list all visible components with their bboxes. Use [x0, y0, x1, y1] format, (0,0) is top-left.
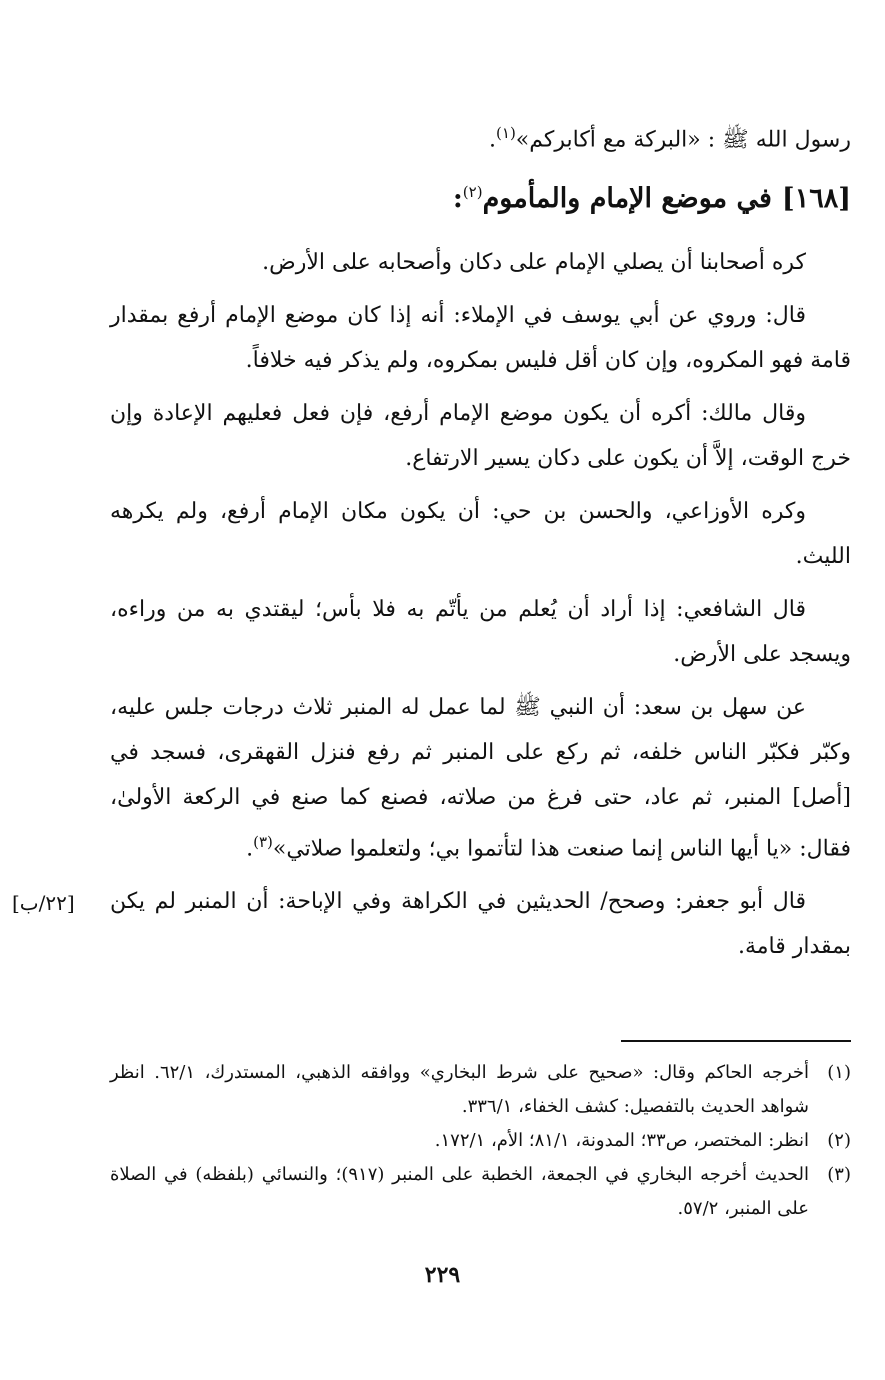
section-heading: [110, 168, 851, 223]
paragraph: [110, 489, 851, 579]
paragraph-text: قال أبو جعفر: وصحح/ الحديثين في الكراهة وفي الإباحة: أن المنبر لم يكن بمقدار قامة.: [110, 889, 851, 960]
section-number: [١٦٨]: [781, 183, 851, 214]
intro-end: .: [489, 127, 497, 153]
paragraph: [110, 240, 851, 285]
footnote-text: أخرجه الحاكم وقال: «صحيح على شرط البخاري» ووافقه الذهبي، المستدرك، ٦٢/١. انظر شواهد الحديث بالتفصيل: كشف الخفاء، ٣٣٦/١.: [110, 1062, 809, 1117]
paragraph-end: .: [246, 836, 254, 862]
paragraph-text: عن سهل بن سعد: أن النبي ﷺ لما عمل له المنبر ثلاث درجات جلس عليه، وكبّر فكبّر الناس خلفه، ثم ركع على المنبر ثم رفع فنزل القهقرى، فسجد في [أصل] المنبر، ثم عاد، حتى فرغ من صلاته، فصنع كما صنع في الركعة الأولىٰ، فقال: «يا أيها الناس إنما صنعت هذا لتأتموا بي؛ ولتعلموا صلاتي»: [110, 695, 851, 862]
intro-line: [110, 115, 851, 158]
paragraph-text: وقال مالك: أكره أن يكون موضع الإمام أرفع، فإن فعل فعليهم الإعادة وإن خرج الوقت، إلاَّ أن يكون على دكان يسير الارتفاع.: [110, 401, 851, 471]
paragraph: [110, 391, 851, 481]
footnotes: [110, 1056, 851, 1226]
footnote-text: انظر: المختصر، ص٣٣؛ المدونة، ٨١/١؛ الأم، ١٧٢/١.: [434, 1130, 809, 1151]
paragraph-text: قال: وروي عن أبي يوسف في الإملاء: أنه إذا كان موضع الإمام أرفع بمقدار قامة فهو المكروه، وإن كان أقل فليس بمكروه، ولم يذكر فيه خلافاً.: [110, 303, 851, 373]
page-number: ٢٢٩: [424, 1262, 461, 1288]
footnote-number: (٢): [827, 1130, 851, 1151]
footnote-number: (١): [827, 1062, 851, 1083]
footnote-divider: [621, 1040, 851, 1042]
footnote-ref-1: (١): [496, 124, 516, 142]
paragraph-text: وكره الأوزاعي، والحسن بن حي: أن يكون مكان الإمام أرفع، ولم يكرهه الليث.: [110, 499, 851, 569]
footnote-ref-2: (٢): [462, 183, 483, 201]
paragraph: [110, 587, 851, 677]
section-title-end: :: [452, 183, 463, 214]
footnote: [110, 1056, 851, 1124]
footnote-ref-3: (٣): [253, 833, 273, 851]
footnote: [110, 1158, 851, 1226]
footnote-number: (٣): [827, 1164, 851, 1185]
paragraph: [110, 685, 851, 871]
paragraph-text: كره أصحابنا أن يصلي الإمام على دكان وأصحابه على الأرض.: [262, 250, 806, 275]
paragraph: [110, 293, 851, 383]
intro-text: رسول الله ﷺ : «البركة مع أكابركم»: [515, 127, 851, 153]
manuscript-folio-marker: [٢٢/ب]: [12, 891, 75, 915]
main-text: [110, 240, 851, 977]
footnote: [110, 1124, 851, 1158]
section-title: في موضع الإمام والمأموم: [482, 183, 772, 214]
paragraph: [110, 879, 851, 969]
footnote-text: الحديث أخرجه البخاري في الجمعة، الخطبة على المنبر (٩١٧)؛ والنسائي (بلفظه) في الصلاة على المنبر، ٥٧/٢.: [110, 1164, 809, 1219]
paragraph-text: قال الشافعي: إذا أراد أن يُعلم من يأتّم به فلا بأس؛ ليقتدي به من وراءه، ويسجد على الأرض.: [110, 597, 851, 667]
